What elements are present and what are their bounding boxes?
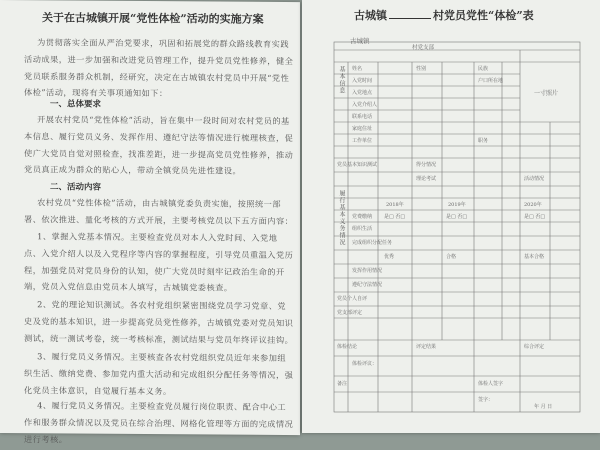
role-label: 发挥作用情况 <box>352 268 383 274</box>
section1-body: 开展农村党员“党性体检”活动，旨在集中一段时间对农村党员的基本信息、履行党员义务、发挥作用、遵纪守法等情况进行梳理核查，促使广大党员自觉对照检查，找准差距，进一步提高党员党性修养，推动党员真正成为群众的贴心人，带动全镇党员先进性建设。 <box>24 114 294 177</box>
rating-good: 优秀 <box>384 254 395 260</box>
date-label: 年 月 日 <box>534 404 553 410</box>
year-2020: 2020年 <box>524 202 542 208</box>
year-2018: 2018年 <box>386 202 404 208</box>
activity-label: 活动情况 <box>524 176 545 182</box>
review-person-label: 体检人签字 <box>478 381 504 387</box>
form-title-suffix: 村党员党性“体检”表 <box>433 9 534 22</box>
item-2: 2、党的理论知识测试。各农村党组织紧密围绕党员学习党章、党史及党的基本知识，进一步提高党员党性修养，古城镇党委对党员知识测试，统一测试考卷，统一考核标准，测试结果与党员年终评议挂钩。 <box>24 299 294 345</box>
implementation-plan-page <box>0 0 300 445</box>
branch-label: 村党支部 <box>412 45 435 51</box>
basic-info-label: 基本信息 <box>338 66 345 94</box>
year-2019: 2019年 <box>448 202 466 208</box>
ethnic-label: 民族 <box>478 66 489 72</box>
rating-mid: 合格 <box>446 254 457 260</box>
remark-label: 备注 <box>337 381 348 387</box>
plan-title: 关于在古城镇开展“党性体检”活动的实施方案 <box>42 11 264 26</box>
gender-label: 性别 <box>416 66 427 72</box>
name-label: 姓名 <box>352 66 363 72</box>
phone-label: 联系电话 <box>352 114 373 120</box>
introducer-label: 入党介绍人 <box>352 102 378 108</box>
conclusion-label: 体检结论 <box>337 344 358 350</box>
photo-label: 一寸照片 <box>534 90 559 97</box>
branch-eval-label: 党支部评定 <box>337 310 363 316</box>
sign-label: 签字： <box>478 397 494 403</box>
knowledge-label: 党员基本知识测试 <box>337 162 378 168</box>
party-checkup-form-page <box>302 0 600 433</box>
score-label: 得分情况 <box>416 162 437 168</box>
intro-paragraph: 为贯彻落实全面从严治党要求，巩固和拓展党的群众路线教育实践活动成果，进一步加强和改进党员管理工作，提升党员党性修养，健全党员联系服务群众机制，经研究，决定在古城镇农村党员中开展“党性体检”活动，现将有关事项通知如下： <box>24 37 294 99</box>
fee-2019-check[interactable]: 是□ 否□ <box>446 214 468 220</box>
reviewer-label: 体检评议： <box>352 361 378 367</box>
household-label: 户口所在地 <box>478 78 504 84</box>
final-label: 评定结果 <box>416 344 437 350</box>
form-title-prefix: 古城镇 <box>354 9 387 22</box>
join-time-label: 入党时间 <box>352 78 373 84</box>
fee-2018-check[interactable]: 是□ 否□ <box>384 214 406 220</box>
fee-label: 党费缴纳 <box>352 214 373 220</box>
section1-heading: 一、总体要求 <box>50 99 102 110</box>
tasks-label: 完成组织分配任务 <box>352 240 393 246</box>
section2-heading: 二、活动内容 <box>50 182 102 193</box>
rating-bad: 基本合格 <box>524 254 545 260</box>
work-label: 工作单位 <box>352 138 373 144</box>
item-4: 4、履行党员义务情况。主要检查党员履行岗位职责、配合中心工作和服务群众情况以及党员在综合治理、网格化管理等方面的完成情况进行考核。 <box>24 400 294 445</box>
item-3: 3、履行党员义务情况。主要核查各农村党组织党员近年来参加组织生活、缴纳党费、参加党内重大活动和完成组织分配任务等情况，强化党员主体意识，自觉履行基本义务。 <box>24 351 294 396</box>
life-label: 组织生活 <box>352 226 373 232</box>
address-label: 家庭住址 <box>352 126 373 132</box>
item-1: 1、掌握入党基本情况。主要检查党员对本人入党时间、入党地点、入党介绍人以及入党程序等内容的掌握程度，引导党员重温入党历程，加强党员对党员身份的认知，使广大党员时刻牢记政治生命的开端，党员入党信息由党员本人填写，古城镇党委核查。 <box>24 231 294 294</box>
duty-label: 履行基本义务情况 <box>338 190 345 246</box>
self-eval-label: 党员个人自评 <box>337 296 368 302</box>
post-label: 职务 <box>478 138 489 144</box>
fee-2020-check[interactable]: 是□ 否□ <box>524 214 546 220</box>
village-name: 古城镇 <box>350 37 370 45</box>
exam-label: 理论考试 <box>416 176 437 182</box>
result-label: 综合评定 <box>524 344 545 350</box>
join-place-label: 入党地点 <box>352 90 373 96</box>
law-label: 遵纪守法情况 <box>352 282 383 288</box>
section2-intro: 农村党员“党性体检”活动，由古城镇党委负责实施，按照统一部署、依次推进、量化考核的方式开展，主要考核党员以下五方面内容： <box>24 197 294 226</box>
